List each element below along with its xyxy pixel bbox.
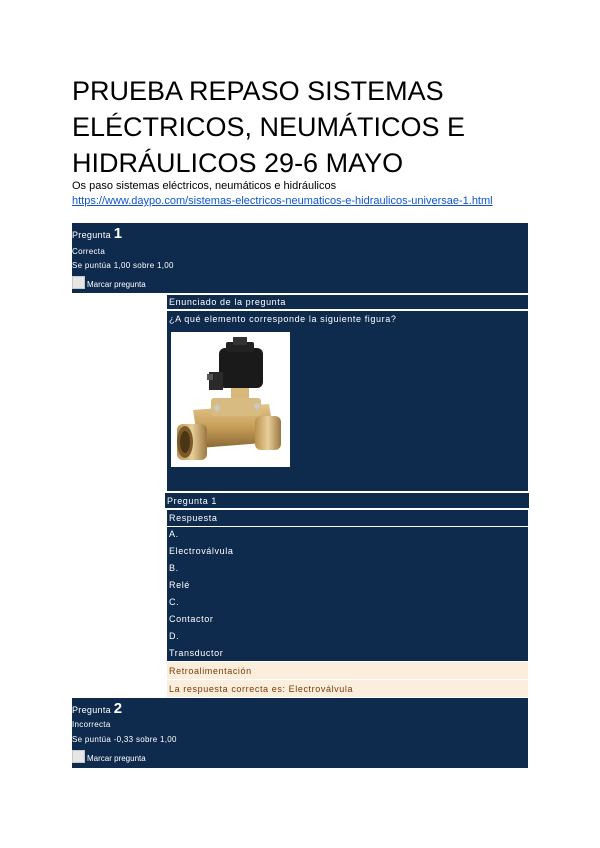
question-2-title [72, 700, 122, 717]
answer-options [167, 527, 528, 661]
flag-question-2[interactable] [72, 750, 146, 763]
source-link[interactable]: https://www.daypo.com/sistemas-electricos-neumaticos-e-hidraulicos-universae-1.html [72, 195, 493, 207]
option-a-letter: A. [169, 529, 179, 539]
answer-header: Respuesta [167, 510, 528, 526]
document-title: PRUEBA REPASO SISTEMAS ELÉCTRICOS, NEUMÁTICOS E HIDRÁULICOS 29-6 MAYO [72, 76, 466, 178]
solenoid-valve-image [171, 332, 290, 467]
question-number: 2 [113, 700, 123, 717]
statement-header: Enunciado de la pregunta [167, 295, 528, 309]
option-a-text[interactable]: Electroválvula [169, 546, 234, 556]
option-d-text[interactable]: Transductor [169, 648, 224, 658]
flag-checkbox[interactable] [72, 750, 85, 763]
question-2-score: Se puntúa -0,33 sobre 1,00 [72, 735, 177, 744]
question-label: Pregunta [72, 230, 111, 240]
question-1-title [72, 225, 122, 242]
option-c-letter: C. [169, 597, 180, 607]
flag-label: Marcar pregunta [87, 754, 146, 763]
flag-question-1[interactable] [72, 276, 146, 289]
option-d-letter: D. [169, 631, 180, 641]
option-c-text[interactable]: Contactor [169, 614, 214, 624]
feedback-text: La respuesta correcta es: Electroválvula [167, 680, 528, 697]
question-2-status: Incorrecta [72, 720, 111, 729]
question-1-score: Se puntúa 1,00 sobre 1,00 [72, 261, 174, 270]
solenoid-valve-illustration [171, 332, 290, 467]
option-b-text[interactable]: Relé [169, 580, 190, 590]
question-number: 1 [113, 225, 123, 242]
question-reference: Pregunta 1 [165, 493, 529, 508]
flag-checkbox[interactable] [72, 276, 85, 289]
question-1-info [72, 223, 528, 293]
option-b-letter: B. [169, 563, 179, 573]
flag-label: Marcar pregunta [87, 280, 146, 289]
document-subtitle: Os paso sistemas eléctricos, neumáticos e hidráulicos [72, 180, 337, 192]
question-2-info [72, 698, 528, 768]
question-label: Pregunta [72, 705, 111, 715]
question-text: ¿A qué elemento corresponde la siguiente figura? [169, 314, 397, 324]
question-1-status: Correcta [72, 247, 106, 256]
feedback-header: Retroalimentación [167, 662, 528, 679]
